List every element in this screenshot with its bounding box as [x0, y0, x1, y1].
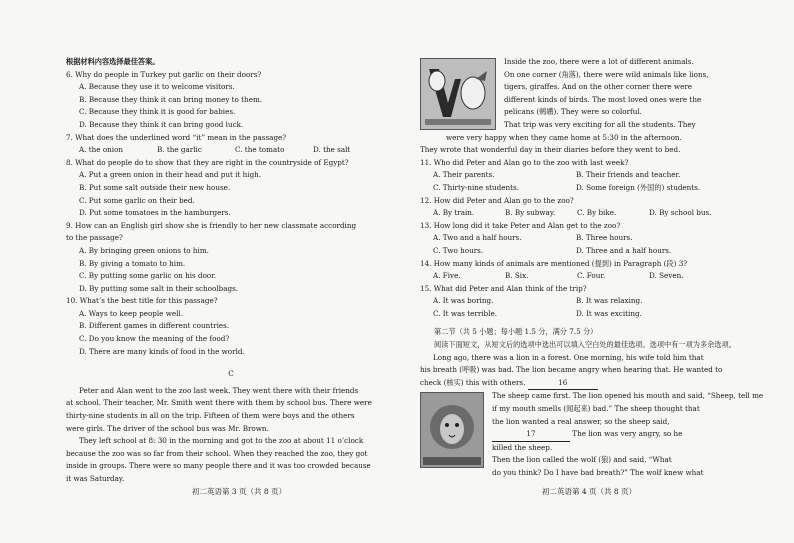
q13-options-row2: [420, 245, 726, 258]
blank-17: [492, 428, 570, 442]
question-11-stem: 11. Who did Peter and Alan go to the zoo with last week?: [420, 157, 629, 167]
q12-option-b: B. By subway.: [505, 208, 556, 218]
story-line: killed the sheep.: [492, 442, 553, 452]
q11-option-c: C. Thirty-nine students.: [433, 182, 519, 192]
question-9-stem-cont: to the passage?: [66, 233, 123, 243]
q7-option-b: B. the garlic: [157, 145, 202, 155]
q15-option-c: C. It was terrible.: [433, 308, 497, 318]
story-line: if my mouth smells (闻起来) bad.” The sheep thought that: [492, 404, 700, 414]
question-14-stem: 14. How many kinds of animals are mentioned (提到) in Paragraph (段) 3?: [420, 258, 688, 268]
q10-option-a: A. Ways to keep people well.: [79, 308, 183, 318]
q10-option-b: B. Different games in different countries.: [79, 321, 230, 331]
q11-option-b: B. Their friends and teacher.: [576, 170, 681, 180]
right-column: [420, 56, 764, 480]
q13-option-a: A. Two and a half hours.: [433, 233, 522, 243]
question-6-stem: 6. Why do people in Turkey put garlic on their doors?: [66, 69, 262, 79]
question-7-stem: 7. What does the underlined word “it” mean in the passage?: [66, 132, 287, 142]
blank-16-number: 16: [558, 377, 568, 387]
q8-option-c: C. Put some garlic on their bed.: [79, 195, 195, 205]
passage-c-line: inside in groups. There were so many people there and it was too crowded because: [66, 461, 371, 471]
passage-c-line: Peter and Alan went to the zoo last week. They went there with their friends: [79, 385, 359, 395]
page-footer-left: 初二英语第 3 页（共 8 页）: [192, 487, 287, 496]
q7-options: [66, 144, 396, 157]
q6-option-b: B. Because they think it can bring money to them.: [79, 94, 263, 104]
q15-options-row1: [420, 295, 726, 308]
q14-option-d: D. Seven.: [649, 271, 684, 281]
q11-option-d: D. Some foreign (外国的) students.: [576, 182, 701, 192]
q15-option-a: A. It was boring.: [433, 296, 494, 306]
left-column: [66, 56, 396, 486]
q6-option-a: A. Because they use it to welcome visitors.: [79, 82, 235, 92]
q14-options: [420, 270, 726, 283]
q13-options-row1: [420, 232, 726, 245]
section-2-instructions: 阅读下面短文，从短文后的选项中选出可以填入空白处的最佳选项。选项中有一项为多余选项。: [434, 340, 736, 350]
q12-option-c: C. By bike.: [577, 208, 617, 218]
q7-option-c: C. the tomato: [235, 145, 285, 155]
q6-option-d: D. Because they think it can bring good luck.: [79, 119, 244, 129]
q11-options-row1: [420, 169, 726, 182]
q11-option-a: A. Their parents.: [433, 170, 495, 180]
pelican-illustration: [420, 58, 496, 130]
q12-option-a: A. By train.: [433, 208, 475, 218]
story-line: The sheep came first. The lion opened his mouth and said, “Sheep, tell me: [492, 391, 764, 401]
question-15-stem: 15. What did Peter and Alan think of the trip?: [420, 283, 587, 293]
q10-option-d: D. There are many kinds of food in the world.: [79, 346, 245, 356]
passage-line: On one corner (角落), there were wild animals like lions,: [504, 69, 709, 79]
question-8-stem: 8. What do people do to show that they are right in the countryside of Egypt?: [66, 157, 349, 167]
question-12-stem: 12. How did Peter and Alan go to the zoo?: [420, 195, 574, 205]
passage-c-line: it was Saturday.: [66, 474, 125, 483]
passage-line: tigers, giraffes. And on the other corner there were: [504, 82, 693, 92]
q9-option-c: C. By putting some garlic on his door.: [79, 271, 217, 281]
q13-option-b: B. Three hours.: [576, 233, 633, 243]
lion-illustration: [420, 392, 484, 468]
q15-option-b: B. It was relaxing.: [576, 296, 643, 306]
q15-option-d: D. It was exciting.: [576, 308, 642, 318]
passage-c-line: at school. Their teacher, Mr. Smith went there with them by school bus. There were: [66, 398, 372, 408]
q15-options-row2: [420, 308, 726, 321]
section-2-title: 第二节（共 5 小题；每小题 1.5 分，满分 7.5 分）: [434, 327, 598, 337]
passage-line: different kinds of birds. The most loved ones were the: [504, 94, 702, 104]
story-line: do you think? Do I have bad breath?” The wolf knew what: [492, 468, 704, 477]
q8-option-a: A. Put a green onion in their head and put it high.: [79, 170, 262, 180]
passage-line: They wrote that wonderful day in their diaries before they went to bed.: [420, 145, 681, 155]
q9-option-d: D. By putting some salt in their schoolbags.: [79, 283, 239, 293]
story-line-text: check (核实) this with others.: [420, 377, 526, 387]
q11-options-row2: [420, 182, 726, 195]
passage-c-line: because the zoo was so far from their school. When they reached the zoo, they got: [66, 448, 368, 458]
blank-17-number: 17: [526, 429, 536, 439]
q12-option-d: D. By school bus.: [649, 208, 712, 218]
q8-option-b: B. Put some salt outside their new house.: [79, 182, 231, 192]
blank-16: [528, 377, 598, 391]
passage-line: were very happy when they came home at 5:30 in the afternoon.: [446, 132, 682, 142]
q14-option-b: B. Six.: [505, 271, 529, 281]
story-line: [420, 377, 726, 391]
passage-c-line: thirty-nine students in all on the trip. Fifteen of them were boys and the others: [66, 411, 355, 421]
story-line-text: The lion was very angry, so he: [572, 429, 683, 439]
q10-option-c: C. Do you know the meaning of the food?: [79, 334, 230, 344]
passage-line: Inside the zoo, there were a lot of different animals.: [504, 57, 694, 66]
story-line: the lion wanted a real answer, so the sheep said,: [492, 416, 670, 426]
q9-option-b: B. By giving a tomato to him.: [79, 258, 186, 268]
q13-option-d: D. Three and a half hours.: [576, 245, 672, 255]
q8-option-d: D. Put some tomatoes in the hamburgers.: [79, 208, 231, 218]
page-footer-right: 初二英语第 4 页（共 8 页）: [542, 487, 637, 496]
passage-c-line: They left school at 8: 30 in the morning and got to the zoo at about 11 o’clock: [79, 436, 364, 446]
section-c-heading: C: [228, 369, 234, 379]
q13-option-c: C. Two hours.: [433, 245, 484, 255]
q7-option-a: A. the onion: [79, 145, 124, 155]
passage-line: That trip was very exciting for all the students. They: [504, 119, 696, 129]
passage-c-line: were girls. The driver of the school bus was Mr. Brown.: [66, 423, 269, 433]
question-9-stem: 9. How can an English girl show she is friendly to her new classmate according: [66, 220, 357, 230]
question-13-stem: 13. How long did it take Peter and Alan get to the zoo?: [420, 220, 621, 230]
q14-option-a: A. Five.: [433, 271, 461, 281]
q12-options: [420, 207, 726, 220]
story-line: Then the lion called the wolf (狼) and said, “What: [492, 455, 672, 465]
q6-option-c: C. Because they think it is good for babies.: [79, 107, 236, 117]
passage-line: pelicans (鹈鹕). They were so colorful.: [504, 107, 642, 117]
q14-option-c: C. Four.: [577, 271, 606, 281]
q7-option-d: D. the salt: [313, 145, 351, 155]
question-10-stem: 10. What’s the best title for this passage?: [66, 296, 218, 306]
q9-option-a: A. By bringing green onions to him.: [79, 245, 209, 255]
story-line: Long ago, there was a lion in a forest. One morning, his wife told him that: [433, 352, 704, 362]
instruction: 根据材料内容选择最佳答案。: [66, 57, 160, 66]
story-line: his breath (呼吸) was bad. The lion became angry when hearing that. He wanted to: [420, 365, 723, 375]
